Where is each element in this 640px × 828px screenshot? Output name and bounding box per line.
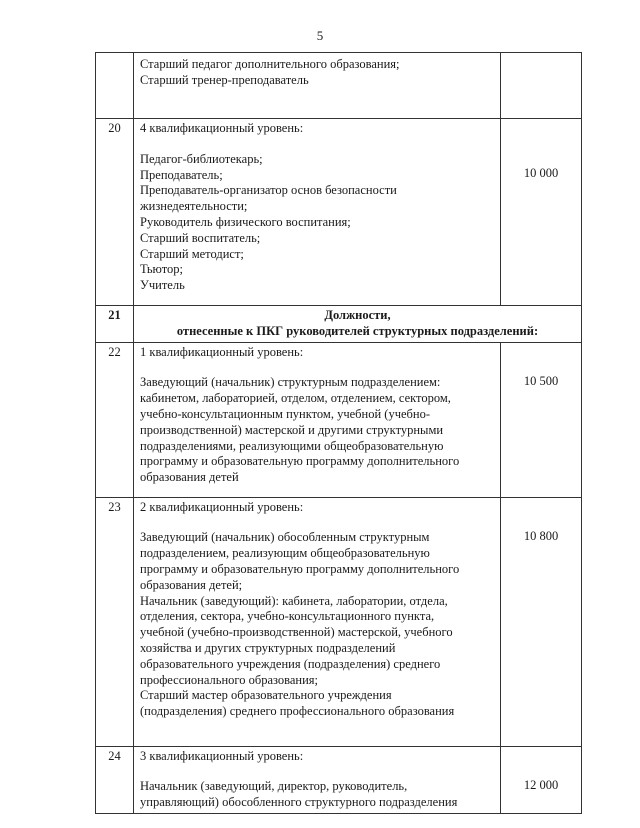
position-line: управляющий) обособленного структурного подразделения [140, 795, 458, 810]
position-line: Старший педагог дополнительного образования; [140, 57, 400, 71]
row-description [134, 119, 501, 306]
salary-cell [501, 746, 582, 813]
page-number: 5 [316, 28, 324, 43]
section-title-line: отнесенные к ПКГ руководителей структурных подразделений: [176, 323, 539, 338]
row-number: 23 [96, 497, 134, 746]
row-description [134, 746, 501, 813]
section-title-line: Должности, [324, 308, 391, 322]
position-line: учебно-консультационным пунктом, учебной (учебно- [140, 406, 430, 421]
position-line: Заведующий (начальник) структурным подразделением: [140, 375, 441, 390]
position-line: Тьютор; [140, 262, 183, 277]
table-row [96, 746, 582, 813]
row-description [134, 342, 501, 497]
position-line: подразделениями, реализующими общеобразовательную [140, 438, 444, 453]
salary-value: 12 000 [523, 777, 559, 792]
position-line: образования детей; [140, 577, 243, 592]
qualification-level-title: 2 квалификационный уровень: [140, 499, 304, 514]
table-row [96, 53, 582, 119]
salary-cell [501, 119, 582, 306]
position-line: образования детей [140, 470, 239, 485]
row-number: 21 [96, 306, 134, 343]
table-row [96, 497, 582, 746]
section-header-row [96, 306, 582, 343]
position-line: хозяйства и других структурных подразделений [140, 640, 396, 655]
row-number: 20 [96, 119, 134, 306]
position-line: учебной (учебно-производственной) мастерской, учебного [140, 625, 453, 640]
qualification-level-title: 3 квалификационный уровень: [140, 748, 304, 763]
qualification-level-title: 4 квалификационный уровень: [140, 121, 304, 135]
salary-value: 10 500 [523, 373, 559, 388]
salary-value: 10 000 [523, 166, 559, 180]
table-row [96, 119, 582, 306]
position-line: программу и образовательную программу дополнительного [140, 454, 460, 469]
position-line: Педагог-библиотекарь; [140, 151, 263, 166]
position-line: Начальник (заведующий): кабинета, лаборатории, отдела, [140, 593, 448, 608]
table-row [96, 342, 582, 497]
position-line: Преподаватель-организатор основ безопасности [140, 183, 397, 198]
position-line: Учитель [140, 278, 185, 293]
row-number: 24 [96, 746, 134, 813]
position-line: (подразделения) среднего профессионального образования [140, 704, 455, 719]
section-title [134, 306, 582, 343]
position-line: подразделением, реализующим общеобразовательную [140, 546, 430, 561]
row-number [96, 53, 134, 119]
salary-value: 10 800 [523, 528, 559, 543]
qualification-level-title: 1 квалификационный уровень: [140, 344, 304, 359]
salary-table [95, 52, 582, 814]
position-line: Руководитель физического воспитания; [140, 214, 351, 229]
position-line: Начальник (заведующий, директор, руководитель, [140, 779, 408, 794]
position-line: Старший мастер образовательного учреждения [140, 688, 392, 703]
salary-cell [501, 342, 582, 497]
salary-cell [501, 53, 582, 119]
position-line: Заведующий (начальник) обособленным структурным [140, 530, 430, 545]
position-line: производственной) мастерской и другими структурными [140, 422, 444, 437]
row-description [134, 53, 501, 119]
position-line: программу и образовательную программу дополнительного [140, 561, 460, 576]
row-description [134, 497, 501, 746]
position-line: Старший тренер-преподаватель [140, 72, 309, 87]
salary-cell [501, 497, 582, 746]
position-line: Преподаватель; [140, 167, 223, 182]
position-line: профессионального образования; [140, 672, 319, 687]
position-line: жизнедеятельности; [140, 199, 248, 214]
position-line: Старший методист; [140, 246, 244, 261]
position-line: кабинетом, лабораторией, отделом, отделением, сектором, [140, 391, 451, 406]
position-line: образовательного учреждения (подразделения) среднего [140, 656, 441, 671]
row-number: 22 [96, 342, 134, 497]
position-line: Старший воспитатель; [140, 230, 261, 245]
position-line: отделения, сектора, учебно-консультационного пункта, [140, 609, 435, 624]
